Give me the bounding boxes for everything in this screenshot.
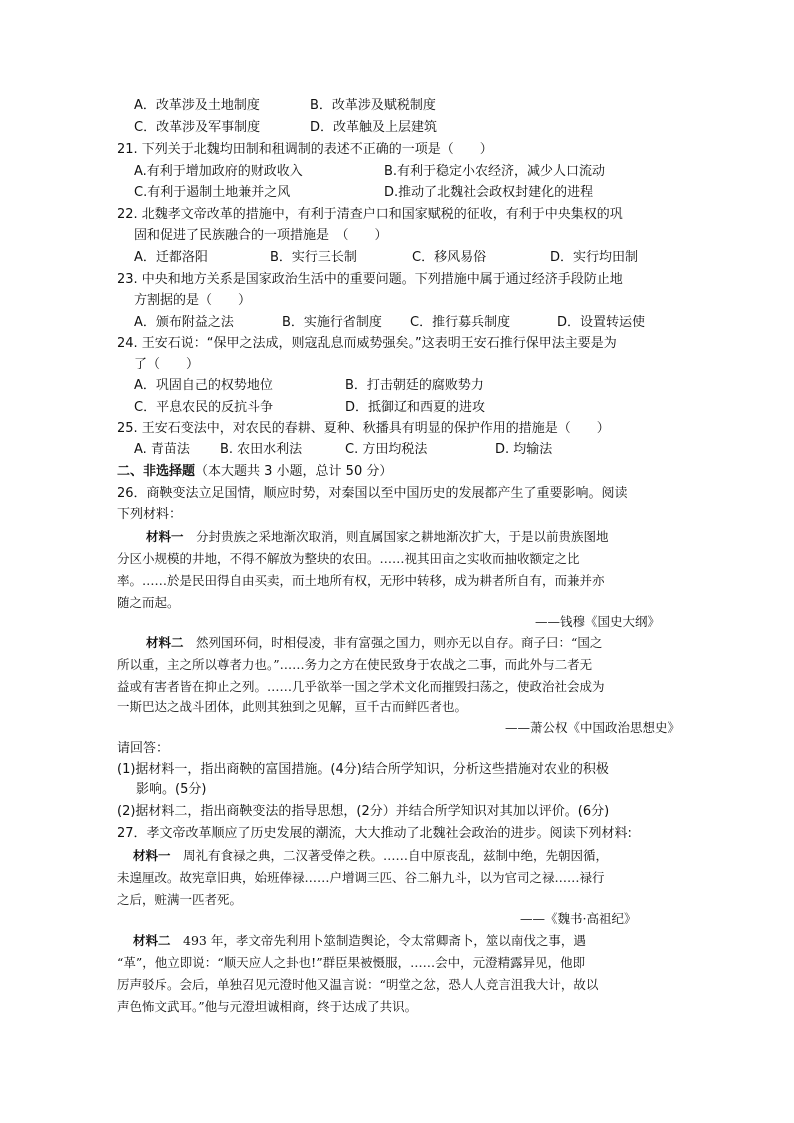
q21-option-d: D.推动了北魏社会政权封建化的进程 xyxy=(384,185,594,200)
q26-material2-label: 材料二 xyxy=(146,635,184,650)
q24-option-a: A．巩固自己的权势地位 xyxy=(134,378,273,393)
q24-stem-line1: 24. 王安石说：“保甲之法成，则寇乱息而威势强矣。”这表明王安石推行保甲法主要是为 xyxy=(117,336,617,351)
q26-stem-line1: 26．商鞅变法立足国情，顺应时势，对秦国以至中国历史的发展都产生了重要影响。阅读 xyxy=(117,486,628,501)
q26-material1-line3: 率。……於是民田得自由买卖，而土地所有权，无形中转移，成为耕者所自有，而兼并亦 xyxy=(117,573,605,588)
q27-material1-source: ——《魏书·高祖纪》 xyxy=(520,911,637,926)
q23-stem-line2: 方割据的是（ ） xyxy=(134,293,252,308)
q26-material2-line4: 一斯巴达之战斗团体，此则其独到之见解，亘千古而鲜匹者也。 xyxy=(117,699,468,714)
q26-material1-source: ——钱穆《国史大纲》 xyxy=(535,614,661,629)
q26-material1-text1: 分封贵族之采地渐次取消，则直属国家之耕地渐次扩大，于是以前贵族图地 xyxy=(196,529,609,544)
q27-stem: 27．孝文帝改革顺应了历史发展的潮流，大大推动了北魏社会政治的进步。阅读下列材料: xyxy=(117,826,632,841)
section2-title: 二、非选择题 xyxy=(117,464,196,479)
q26-ask: 请回答： xyxy=(117,741,170,756)
q25-option-a: A. 青苗法 xyxy=(134,442,190,457)
q26-material1-line2: 分区小规模的井地，不得不解放为整块的农田。……视其田亩之实收而抽收额定之比 xyxy=(117,551,580,566)
q23-option-c: C．推行募兵制度 xyxy=(410,315,511,330)
q23-stem-line1: 23. 中央和地方关系是国家政治生活中的重要问题。下列措施中属于通过经济手段防止地 xyxy=(117,272,623,287)
q24-option-d: D．抵御辽和西夏的进攻 xyxy=(345,400,486,415)
q27-material2-line4: 声色怖文武耳。”他与元澄坦诚相商，终于达成了共识。 xyxy=(117,999,418,1014)
q25-option-b: B. 农田水利法 xyxy=(220,442,303,457)
q27-material1-line2: 未遑厘改。故宪章旧典，始班俸禄……户增调三匹、谷二斛九斗，以为官司之禄……禄行 xyxy=(117,870,605,885)
q26-material1-label: 材料一 xyxy=(146,529,184,544)
q26-stem-line2: 下列材料： xyxy=(117,507,183,522)
q27-material2-text1: 493 年，孝文帝先利用卜筮制造舆论，令太常卿斋卜，筮以南伐之事，遇 xyxy=(183,933,586,948)
q26-material1-line1 xyxy=(146,527,609,547)
q23-option-d: D．设置转运使 xyxy=(557,315,646,330)
q26-material2-line3: 益或有害者皆在抑止之列。……几乎欲举一国之学术文化而摧毁扫荡之，使政治社会成为 xyxy=(117,679,605,694)
q27-material2-line2: “革”，他立即说：“顺天应人之卦也!”群臣果被慑服，……会中，元澄精露异见，他即 xyxy=(117,955,586,970)
q26-material2-line1 xyxy=(146,633,602,653)
q26-material1-line4: 随之而起。 xyxy=(117,595,180,610)
q26-sub1-line2: 影响。(5分) xyxy=(136,782,207,797)
q25-option-d: D. 均输法 xyxy=(495,442,553,457)
q27-material2-line3: 厉声驳斥。会后，单独召见元澄时他又温言说：“明堂之忿，恐人人竞言沮我大计，故以 xyxy=(117,977,599,992)
q26-material2-source: ——萧公权《中国政治思想史》 xyxy=(505,720,681,735)
q20-option-a: A．改革涉及土地制度 xyxy=(134,98,260,113)
q24-option-c: C．平息农民的反抗斗争 xyxy=(134,400,274,415)
q26-material2-line2: 所以重，主之所以尊者力也。”……务力之方在使民致身于农战之二事，而此外与二者无 xyxy=(117,657,593,672)
q27-material2-line1 xyxy=(133,931,586,951)
q26-material2-text1: 然列国环伺，时相侵凌，非有富强之国力，则亦无以自存。商子曰：“国之 xyxy=(196,635,603,650)
q22-option-d: D．实行均田制 xyxy=(550,250,639,265)
q20-option-b: B．改革涉及赋税制度 xyxy=(310,98,436,113)
q22-option-a: A．迁都洛阳 xyxy=(134,250,208,265)
q26-sub2: (2)据材料二，指出商鞅变法的指导思想，(2分）并结合所学知识对其加以评价。(6分) xyxy=(117,804,610,819)
q21-option-a: A.有利于增加政府的财政收入 xyxy=(134,164,303,179)
section2-heading xyxy=(117,462,392,482)
q25-stem: 25. 王安石变法中，对农民的春耕、夏种、秋播具有明显的保护作用的措施是（ ） xyxy=(117,421,610,436)
q23-option-b: B．实施行省制度 xyxy=(282,315,382,330)
q20-option-c: C．改革涉及军事制度 xyxy=(134,120,261,135)
q27-material2-label: 材料二 xyxy=(133,933,171,948)
section2-note: （本大题共 3 小题，总计 50 分） xyxy=(195,464,393,479)
q27-material1-label: 材料一 xyxy=(133,848,171,863)
q21-option-b: B.有利于稳定小农经济，减少人口流动 xyxy=(384,164,606,179)
q22-option-c: C．移风易俗 xyxy=(412,250,487,265)
q22-stem-line1: 22. 北魏孝文帝改革的措施中，有利于清查户口和国家赋税的征收，有利于中央集权的巩 xyxy=(117,207,623,222)
q24-stem-line2: 了（ ） xyxy=(134,357,200,372)
q24-option-b: B．打击朝廷的腐败势力 xyxy=(345,378,484,393)
q21-stem: 21. 下列关于北魏均田制和租调制的表述不正确的一项是（ ） xyxy=(117,142,493,157)
q26-sub1-line1: (1)据材料一，指出商鞅的富国措施。(4分)结合所学知识，分析这些措施对农业的积极 xyxy=(117,762,609,777)
q23-option-a: A．颁布附益之法 xyxy=(134,315,234,330)
q21-option-c: C.有利于遏制土地兼并之风 xyxy=(134,185,291,200)
q27-material1-line1 xyxy=(133,846,608,866)
q27-material1-text1: 周礼有食禄之典，二汉著受俸之秩。……自中原丧乱，兹制中绝，先朝因循， xyxy=(183,848,609,863)
q22-option-b: B．实行三长制 xyxy=(270,250,357,265)
q25-option-c: C. 方田均税法 xyxy=(345,442,428,457)
q27-material1-line3: 之后，赃满一匹者死。 xyxy=(117,892,243,907)
q20-option-d: D．改革触及上层建筑 xyxy=(310,120,438,135)
q22-stem-line2: 固和促进了民族融合的一项措施是 （ ） xyxy=(134,228,388,243)
